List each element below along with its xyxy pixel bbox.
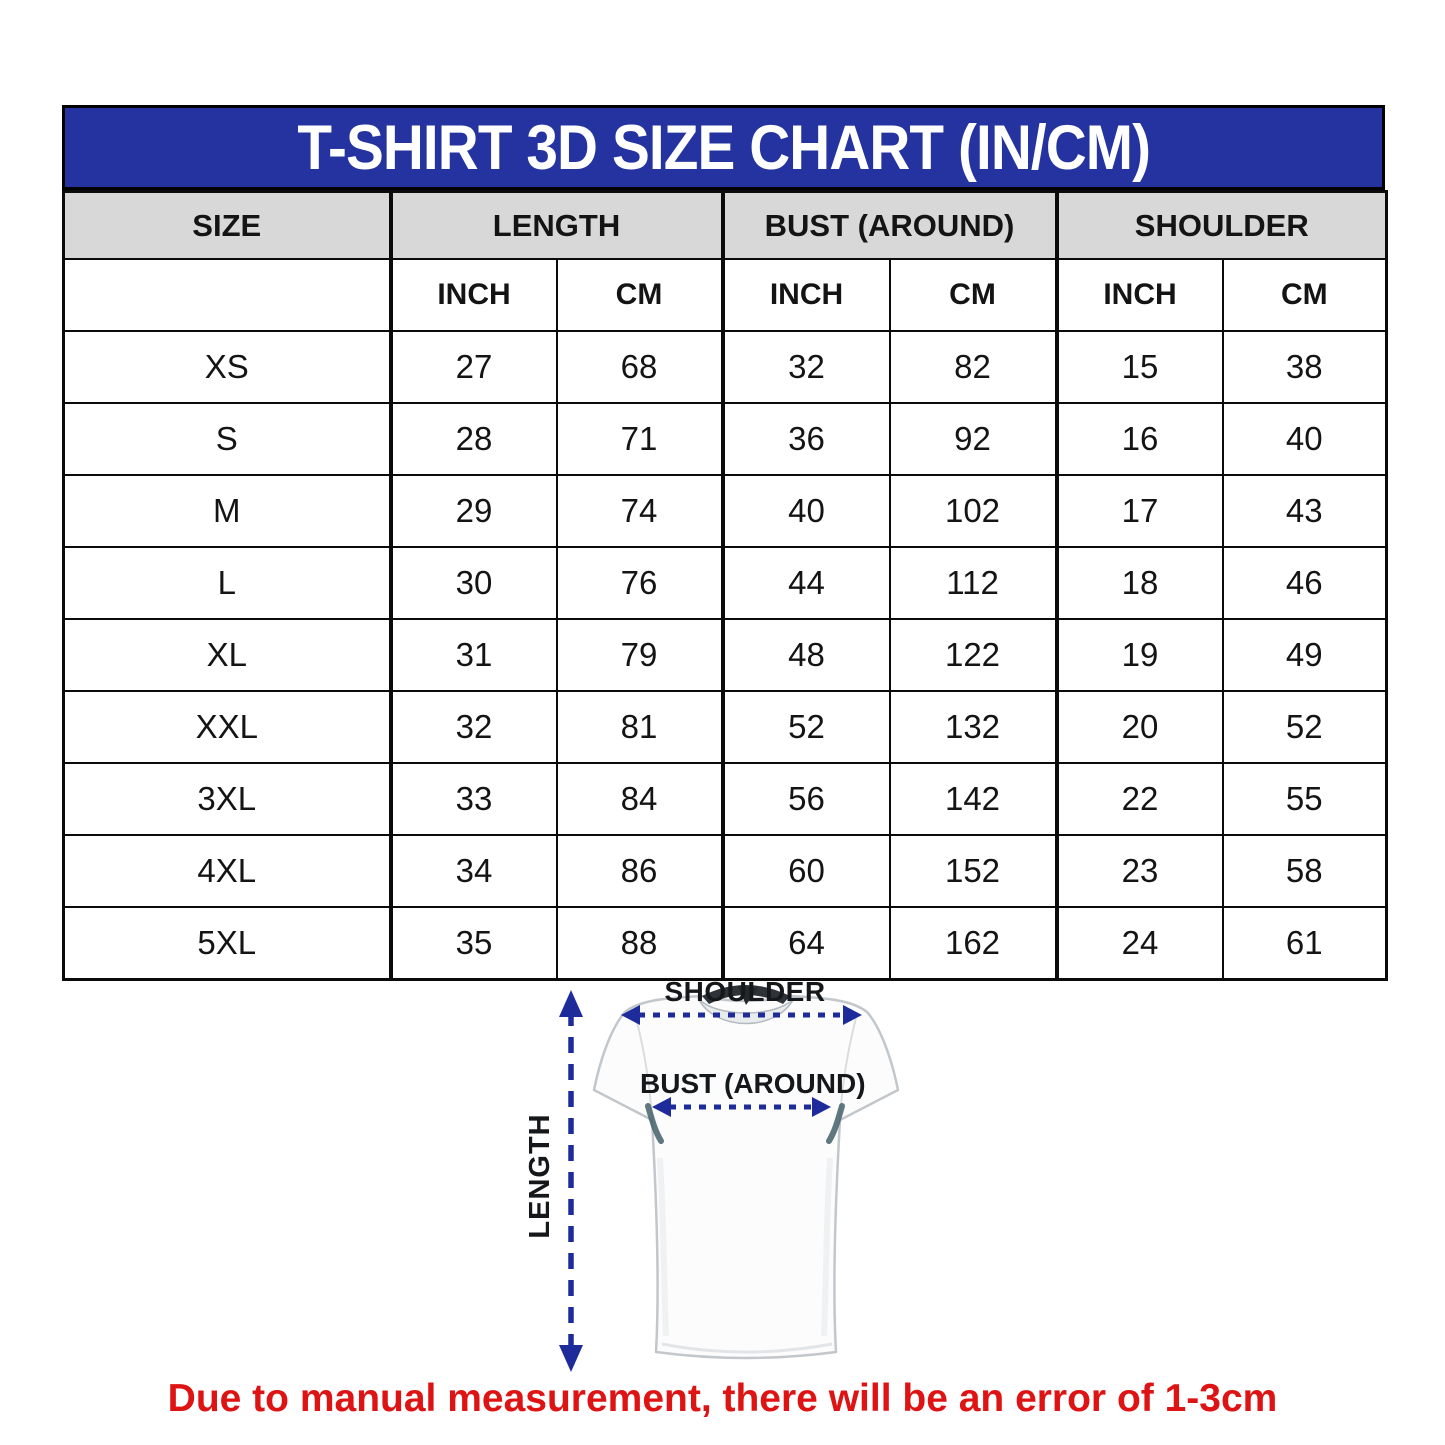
value-cell: 23 xyxy=(1057,835,1223,907)
size-cell: 3XL xyxy=(64,763,391,835)
value-cell: 82 xyxy=(890,331,1057,403)
length-label: LENGTH xyxy=(524,1113,556,1239)
value-cell: 88 xyxy=(557,907,723,980)
size-cell: 4XL xyxy=(64,835,391,907)
unit-header-length-inch: INCH xyxy=(391,259,557,331)
value-cell: 152 xyxy=(890,835,1057,907)
value-cell: 20 xyxy=(1057,691,1223,763)
table-group-header-row xyxy=(64,192,1387,260)
unit-header-bust-inch: INCH xyxy=(723,259,890,331)
value-cell: 27 xyxy=(391,331,557,403)
value-cell: 40 xyxy=(723,475,890,547)
value-cell: 32 xyxy=(723,331,890,403)
value-cell: 162 xyxy=(890,907,1057,980)
value-cell: 132 xyxy=(890,691,1057,763)
column-header-length: LENGTH xyxy=(391,192,723,260)
value-cell: 43 xyxy=(1223,475,1387,547)
value-cell: 79 xyxy=(557,619,723,691)
value-cell: 71 xyxy=(557,403,723,475)
value-cell: 32 xyxy=(391,691,557,763)
column-header-size: SIZE xyxy=(64,192,391,260)
shoulder-label: SHOULDER xyxy=(664,976,826,1007)
value-cell: 142 xyxy=(890,763,1057,835)
size-cell: 5XL xyxy=(64,907,391,980)
value-cell: 33 xyxy=(391,763,557,835)
value-cell: 64 xyxy=(723,907,890,980)
table-row xyxy=(64,691,1387,763)
value-cell: 31 xyxy=(391,619,557,691)
value-cell: 56 xyxy=(723,763,890,835)
value-cell: 18 xyxy=(1057,547,1223,619)
size-cell: S xyxy=(64,403,391,475)
size-cell: XS xyxy=(64,331,391,403)
table-row xyxy=(64,835,1387,907)
value-cell: 86 xyxy=(557,835,723,907)
value-cell: 52 xyxy=(723,691,890,763)
value-cell: 15 xyxy=(1057,331,1223,403)
value-cell: 17 xyxy=(1057,475,1223,547)
table-row xyxy=(64,331,1387,403)
value-cell: 19 xyxy=(1057,619,1223,691)
table-unit-header-row xyxy=(64,259,1387,331)
page-title: T-SHIRT 3D SIZE CHART (IN/CM) xyxy=(297,112,1150,183)
value-cell: 49 xyxy=(1223,619,1387,691)
value-cell: 48 xyxy=(723,619,890,691)
value-cell: 34 xyxy=(391,835,557,907)
size-table xyxy=(62,190,1388,981)
value-cell: 55 xyxy=(1223,763,1387,835)
value-cell: 28 xyxy=(391,403,557,475)
value-cell: 38 xyxy=(1223,331,1387,403)
column-header-shoulder: SHOULDER xyxy=(1057,192,1387,260)
size-cell: M xyxy=(64,475,391,547)
value-cell: 35 xyxy=(391,907,557,980)
title-bar xyxy=(62,105,1385,190)
value-cell: 84 xyxy=(557,763,723,835)
size-cell: XXL xyxy=(64,691,391,763)
value-cell: 68 xyxy=(557,331,723,403)
measurement-note: Due to manual measurement, there will be an error of 1-3cm xyxy=(167,1377,1278,1420)
value-cell: 112 xyxy=(890,547,1057,619)
unit-header-shoulder-cm: CM xyxy=(1223,259,1387,331)
value-cell: 76 xyxy=(557,547,723,619)
value-cell: 24 xyxy=(1057,907,1223,980)
value-cell: 40 xyxy=(1223,403,1387,475)
value-cell: 22 xyxy=(1057,763,1223,835)
value-cell: 92 xyxy=(890,403,1057,475)
value-cell: 29 xyxy=(391,475,557,547)
value-cell: 102 xyxy=(890,475,1057,547)
unit-header-empty xyxy=(64,259,391,331)
value-cell: 52 xyxy=(1223,691,1387,763)
tshirt-illustration xyxy=(594,985,898,1358)
unit-header-shoulder-inch: INCH xyxy=(1057,259,1223,331)
value-cell: 36 xyxy=(723,403,890,475)
value-cell: 46 xyxy=(1223,547,1387,619)
value-cell: 74 xyxy=(557,475,723,547)
value-cell: 122 xyxy=(890,619,1057,691)
table-row xyxy=(64,547,1387,619)
value-cell: 58 xyxy=(1223,835,1387,907)
length-arrow xyxy=(559,990,583,1372)
table-row xyxy=(64,475,1387,547)
size-cell: L xyxy=(64,547,391,619)
bust-label: BUST (AROUND) xyxy=(640,1068,866,1099)
size-table-body xyxy=(64,331,1387,980)
value-cell: 61 xyxy=(1223,907,1387,980)
value-cell: 30 xyxy=(391,547,557,619)
column-header-bust: BUST (AROUND) xyxy=(723,192,1057,260)
table-row xyxy=(64,763,1387,835)
table-row xyxy=(64,403,1387,475)
table-row xyxy=(64,619,1387,691)
size-cell: XL xyxy=(64,619,391,691)
value-cell: 16 xyxy=(1057,403,1223,475)
value-cell: 60 xyxy=(723,835,890,907)
value-cell: 44 xyxy=(723,547,890,619)
value-cell: 81 xyxy=(557,691,723,763)
unit-header-bust-cm: CM xyxy=(890,259,1057,331)
unit-header-length-cm: CM xyxy=(557,259,723,331)
